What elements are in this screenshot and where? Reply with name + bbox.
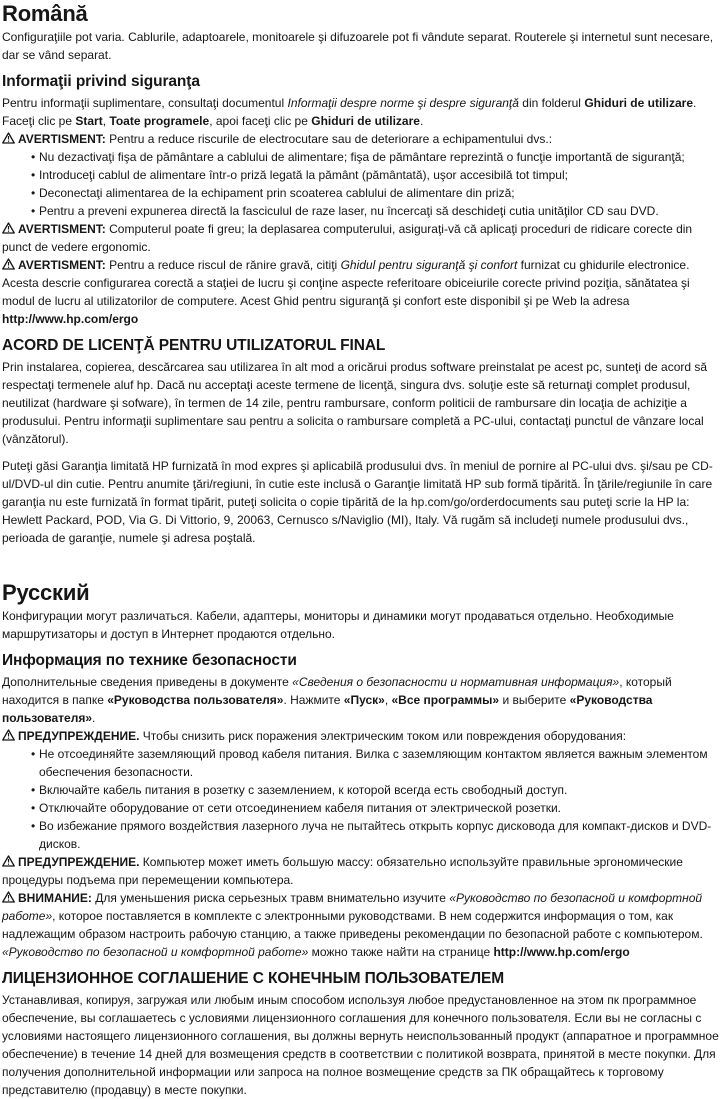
text-run: Pentru a reduce riscul de rănire gravă, citiţi [105, 258, 341, 272]
warning-text [2, 891, 703, 959]
warning-triangle-icon [2, 853, 15, 871]
safety-intro-ru [2, 673, 721, 727]
eula-heading-ro: ACORD DE LICENŢĂ PENTRU UTILIZATORUL FINAL [2, 337, 386, 354]
text-run: . Faceţi clic pe [2, 96, 697, 128]
config-note-ru [2, 607, 721, 643]
warning-triangle-icon [2, 130, 15, 148]
text-run: Puteţi găsi Garanţia limitată HP furnizată în mod expres şi aplicabilă produsului dvs. în meniul de pornire al PC-ului dvs. şi/sau pe CD-ul/DVD-ul din cutie. Pentru anumite ţări/regiuni, în cutie este inclusă o Garanţie limitată HP sub formă tipărită. În ţările/regiunile în care garanţia nu este furnizată în format tipărit, puteţi solicita o copie tipărită de la hp.com/go/orderdocuments sau puteţi scrie la HP la: Hewlett Packard, POD, Via G. Di Vittorio, 9, 20063, Cernusco s/Naviglio (MI), Italy. Vă rugăm să includeţi numele produsului dvs., perioada de garanţie, numele şi adresa poştală. [2, 459, 713, 545]
text-run: Дополнительные сведения приведены в документе [2, 675, 293, 689]
text-run: , который находится в папке [2, 675, 672, 707]
safety-heading-ro: Informaţii privind siguranţa [2, 73, 200, 90]
warning-electrical-ro [2, 130, 721, 148]
text-run: , [102, 114, 110, 128]
eula-heading-ru: ЛИЦЕНЗИОННОЕ СОГЛАШЕНИЕ С КОНЕЧНЫМ ПОЛЬЗОВАТЕЛЕМ [2, 970, 505, 987]
warning-label: ВНИМАНИЕ: [18, 891, 92, 905]
text-run: http://www.hp.com/ergo [2, 312, 139, 326]
text-run: Pentru a reduce riscurile de electrocutare sau de deteriorare a echipamentului dvs.: [105, 132, 553, 146]
text-run: , которое поставляется в комплекте с электронными руководствами. В нем содержится информация о том, как надлежащим образом настроить рабочую станцию, а также приведены рекомендации по безопасной работе с компьютером. [2, 909, 703, 941]
warning-lifting-ro [2, 220, 721, 256]
text-run: Устанавливая, копируя, загружая или любым иным способом используя любое предустановленное на этом пк программное обеспечение, вы соглашаетесь с условиями лицензионного соглашения для конечного пользователя. Если вы не согласны с условиями настоящего лицензионного соглашения, вы должны вернуть неиспользованный продукт (аппаратное и программное обеспечение) в течение 14 дней для возмещения средств в соответствии с политикой возврата, принятой в месте покупки. Для получения дополнительной информации или запроса на полное возмещение средств за ПК обращайтесь к торговому представителю (продавцу) в месте покупки. [2, 993, 719, 1097]
bullet-item: • Deconectaţi alimentarea de la echipament prin scoaterea cablului de alimentare din priză; [2, 184, 721, 202]
section-russian [2, 580, 721, 1099]
text-run: Computerul poate fi greu; la deplasarea computerului, asiguraţi-vă că aplicaţi proceduri de ridicare corecte din punct de vedere ergonomic. [2, 222, 693, 254]
bullet-item: • Отключайте оборудование от сети отсоединением кабеля питания от электрической розетки. [2, 799, 721, 817]
warning-label: ПРЕДУПРЕЖДЕНИЕ. [18, 855, 140, 869]
text-run: , [384, 693, 392, 707]
config-note-ro [2, 28, 721, 64]
bullet-item: • Включайте кабель питания в розетку с заземлением, к которой всегда есть свободный доступ. [2, 781, 721, 799]
bullet-item: • Не отсоединяйте заземляющий провод кабеля питания. Вилка с заземляющим контактом является важным элементом обеспечения безопасности. [2, 745, 721, 781]
text-run: Start [75, 114, 103, 128]
text-run: , apoi faceţi clic pe [209, 114, 312, 128]
text-run: Configuraţiile pot varia. Cablurile, adaptoarele, monitoarele şi difuzoarele pot fi vândute separat. Routerele şi internetul sunt necesare, dar se vând separat. [2, 30, 714, 62]
text-run: Toate programele [109, 114, 210, 128]
warning-label: ПРЕДУПРЕЖДЕНИЕ. [18, 729, 140, 743]
bullet-item: • Pentru a preveni expunerea directă la fasciculul de raze laser, nu încercaţi să deschideţi cutia unităţilor CD sau DVD. [2, 202, 721, 220]
warning-bullet-list-ro [2, 148, 721, 220]
text-run: Для уменьшения риска серьезных травм внимательно изучите [91, 891, 450, 905]
language-title-romanian: Română [2, 1, 88, 26]
text-run: Ghidul pentru siguranţă şi confort [340, 258, 518, 272]
text-run: Компьютер может иметь большую массу: обязательно используйте правильные эргономические процедуры подъема при перемещении компьютера. [2, 855, 683, 887]
text-run: «Пуск» [343, 693, 385, 707]
warning-lifting-ru [2, 853, 721, 889]
warning-label: AVERTISMENT: [18, 258, 106, 272]
text-run: . Нажмите [283, 693, 344, 707]
bullet-item: • Во избежание прямого воздействия лазерного луча не пытайтесь открыть корпус дисковода для компакт-дисков и DVD-дисков. [2, 817, 721, 853]
warning-triangle-icon [2, 727, 15, 745]
warning-triangle-icon [2, 889, 15, 907]
warranty-paragraph-ro [2, 457, 721, 547]
text-run: Pentru informaţii suplimentare, consultaţi documentul [2, 96, 288, 110]
language-title-russian: Русский [2, 580, 90, 605]
text-run: «Руководства пользователя» [107, 693, 284, 707]
text-run: Конфигурации могут различаться. Кабели, адаптеры, мониторы и динамики могут продаваться отдельно. Необходимые маршрутизаторы и доступ в Интернет продаются отдельно. [2, 609, 674, 641]
text-run: . [419, 114, 424, 128]
text-run: «Сведения о безопасности и нормативная информация» [292, 675, 620, 689]
warning-bullet-list-ru [2, 745, 721, 853]
text-run: Informaţii despre norme şi despre siguranţă [287, 96, 519, 110]
text-run: «Руководства пользователя» [2, 693, 653, 725]
section-romanian [2, 1, 721, 547]
bullet-item: • Introduceţi cablul de alimentare într-o priză legată la pământ (pământată), uşor accesibilă tot timpul; [2, 166, 721, 184]
safety-intro-ro [2, 94, 721, 130]
text-run: http://www.hp.com/ergo [493, 945, 630, 959]
warning-text [2, 258, 690, 326]
document-page [2, 1, 721, 1099]
warning-text [2, 222, 692, 254]
text-run: Ghiduri de utilizare [584, 96, 693, 110]
text-run: «Руководство по безопасной и комфортной работе» [2, 891, 703, 923]
text-run: и выберите [499, 693, 570, 707]
warning-text [106, 132, 552, 146]
warning-text [139, 729, 626, 743]
bullet-item: • Nu dezactivaţi fişa de pământare a cablului de alimentare; fişa de pământare reprezintă o funcţie importantă de siguranţă; [2, 148, 721, 166]
text-run: din folderul [518, 96, 585, 110]
warning-triangle-icon [2, 220, 15, 238]
text-run: «Руководство по безопасной и комфортной работе» [2, 945, 309, 959]
text-run: Prin instalarea, copierea, descărcarea sau utilizarea în alt mod a oricărui produs software preinstalat pe acest pc, sunteţi de acord să respectaţi termenele aluf hp. Dacă nu acceptaţi aceste termene de licenţă, singura dvs. soluţie este să returnaţi complet produsul, neutilizat (hardware şi sofware), în termen de 14 zile, pentru rambursare, conform politicii de rambursare din locaţia de achiziţie a produsului. Pentru informaţii suplimentare sau pentru a solicita o rambursare completă a PC-ului, contactaţi punctul de vânzare local (vânzătorul). [2, 360, 708, 446]
warning-electrical-ru [2, 727, 721, 745]
text-run: . [92, 711, 96, 725]
warning-injury-ro [2, 256, 721, 328]
text-run: Чтобы снизить риск поражения электрическим током или повреждения оборудования: [139, 729, 627, 743]
text-run: Ghiduri de utilizare [311, 114, 420, 128]
eula-paragraph-ro [2, 358, 721, 448]
safety-heading-ru: Информация по технике безопасности [2, 652, 297, 669]
text-run: «Все программы» [391, 693, 500, 707]
warning-triangle-icon [2, 256, 15, 274]
warning-label: AVERTISMENT: [18, 222, 106, 236]
text-run: furnizat cu ghidurile electronice. Acesta descrie configurarea corectă a staţiei de lucru şi conţine aspecte referitoare obiceiurile corecte privind poziţia, sănătatea şi modul de lucru al utilizatorilor de computere. Acest Ghid pentru siguranţă şi confort este disponibil şi pe Web la adresa [2, 258, 690, 308]
warning-label: AVERTISMENT: [18, 132, 106, 146]
eula-paragraph-ru [2, 991, 721, 1099]
text-run: можно также найти на странице [308, 945, 494, 959]
warning-injury-ru [2, 889, 721, 961]
